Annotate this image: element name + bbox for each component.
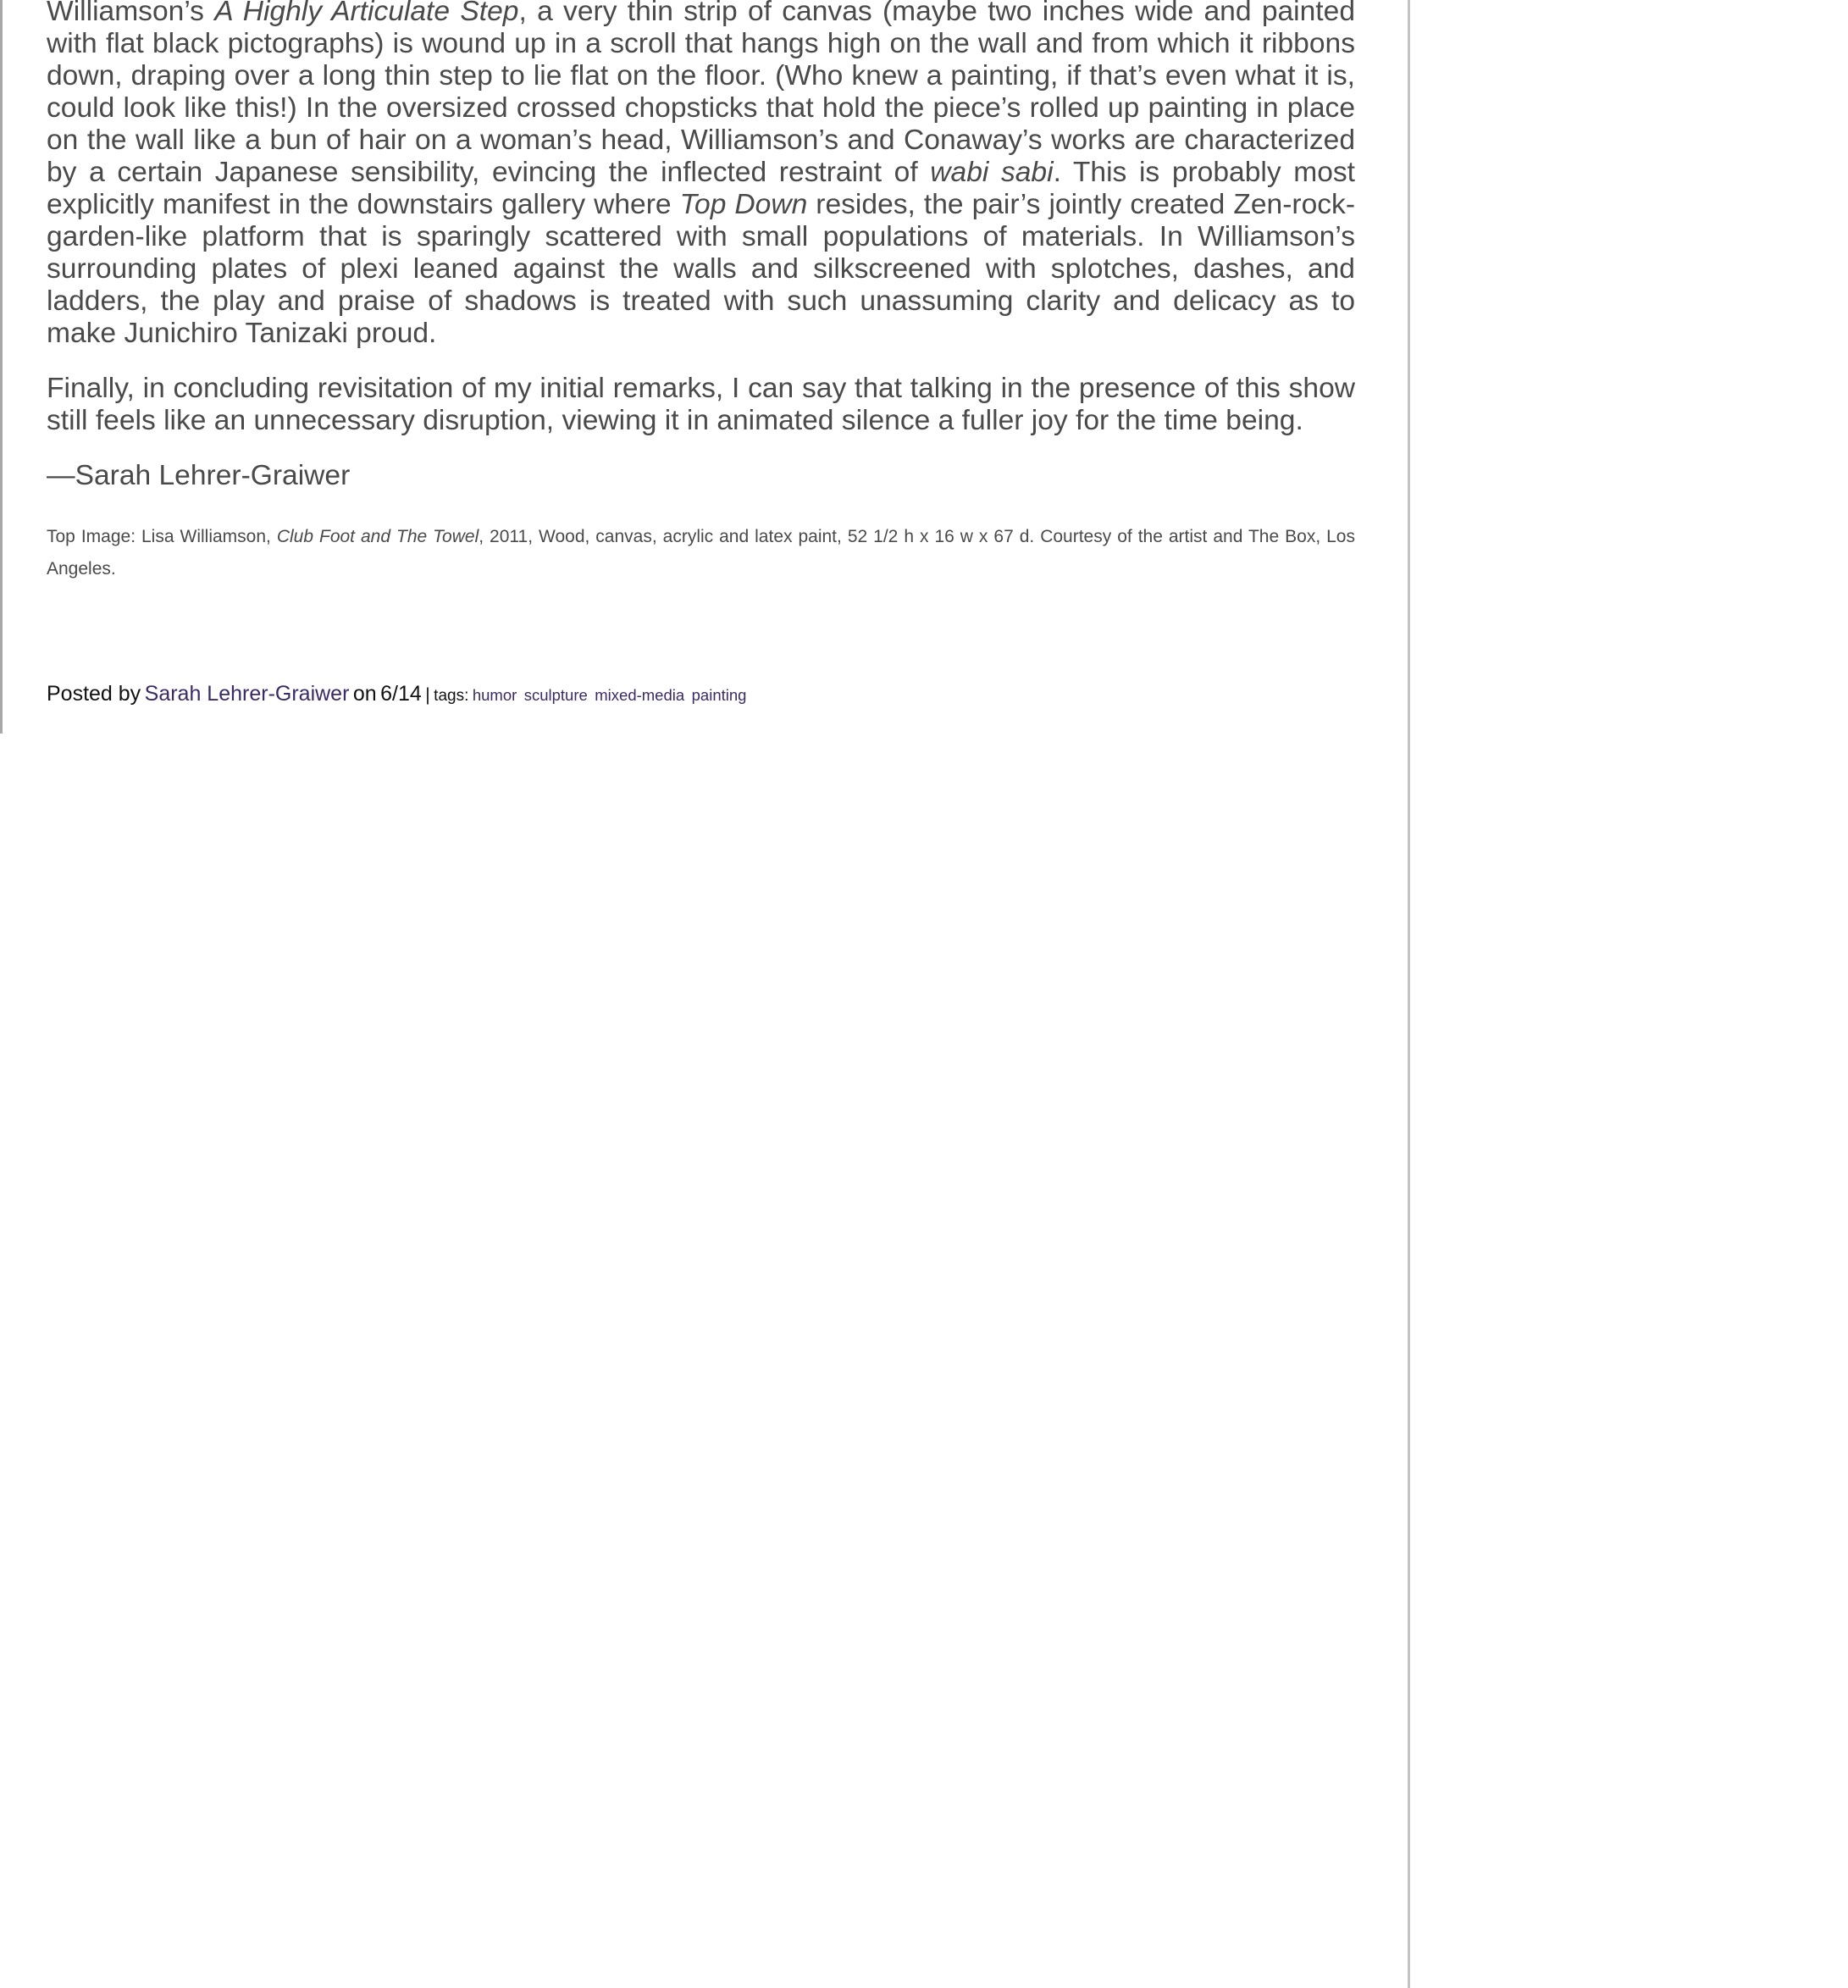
post-body — [47, 0, 1355, 585]
text-run: Williamson’s — [47, 0, 215, 27]
footer-separator: | — [425, 685, 430, 705]
artwork-title: Top Down — [679, 189, 808, 220]
term-italic: wabi sabi — [930, 157, 1054, 188]
post-footer — [47, 682, 750, 706]
on-label: on — [352, 682, 377, 706]
caption-artwork-title: Club Foot and The Towel — [276, 527, 479, 546]
artwork-title: A Highly Articulate Step — [214, 0, 519, 27]
post-date: 6/14 — [380, 682, 422, 706]
sidebar-divider — [1408, 0, 1410, 1988]
tags-label: tags: — [434, 687, 469, 705]
tag-link-humor[interactable]: humor — [472, 686, 517, 704]
left-border-rule — [0, 0, 3, 734]
tag-link-painting[interactable]: painting — [691, 686, 747, 704]
tag-link-sculpture[interactable]: sculpture — [523, 686, 588, 704]
text-run: . This is probably most explicitly manifest in the downstairs gallery where — [47, 157, 1355, 220]
tag-link-mixed-media[interactable]: mixed-media — [595, 686, 685, 704]
author-link[interactable]: Sarah Lehrer-Graiwer — [144, 682, 350, 706]
author-signature: —Sarah Lehrer-Graiwer — [47, 460, 351, 491]
text-run: resides, the pair’s jointly created Zen-rock-garden-like platform that is sparingly scattered with small populations of materials. In Williamson’s surrounding plates of plexi leaned against the walls and silkscreened with splotches, dashes, and ladders, the play and praise of shadows is treated with such unassuming clarity and delicacy as to make Junichiro Tanizaki proud. — [47, 189, 1356, 349]
caption-text: Top Image: Lisa Williamson, — [47, 527, 277, 546]
text-run: , a very thin strip of canvas (maybe two inches wide and painted with flat black pictographs) is wound up in a scroll that hangs high on the wall and from which it ribbons down, draping over a long thin step to lie flat on the floor. (Who knew a painting, if that’s even what it is, could look like this!) In the oversized crossed chopsticks that hold the piece’s rolled up painting in place on the wall like a bun of hair on a woman’s head, Williamson’s and Conaway’s works are characterized by a certain Japanese sensibility, evincing the inflected restraint of — [47, 0, 1355, 188]
image-caption — [47, 521, 1355, 585]
article-paragraph — [47, 0, 1355, 350]
caption-text: , 2011, Wood, canvas, acrylic and latex paint, 52 1/2 h x 16 w x 67 d. Courtesy of the artist and The Box, Los Angeles. — [47, 527, 1355, 579]
article-paragraph: Finally, in concluding revisitation of my initial remarks, I can say that talking in the presence of this show still feels like an unnecessary disruption, viewing it in animated silence a fuller joy for the time being. — [47, 373, 1355, 436]
posted-by-label: Posted by — [47, 682, 141, 706]
